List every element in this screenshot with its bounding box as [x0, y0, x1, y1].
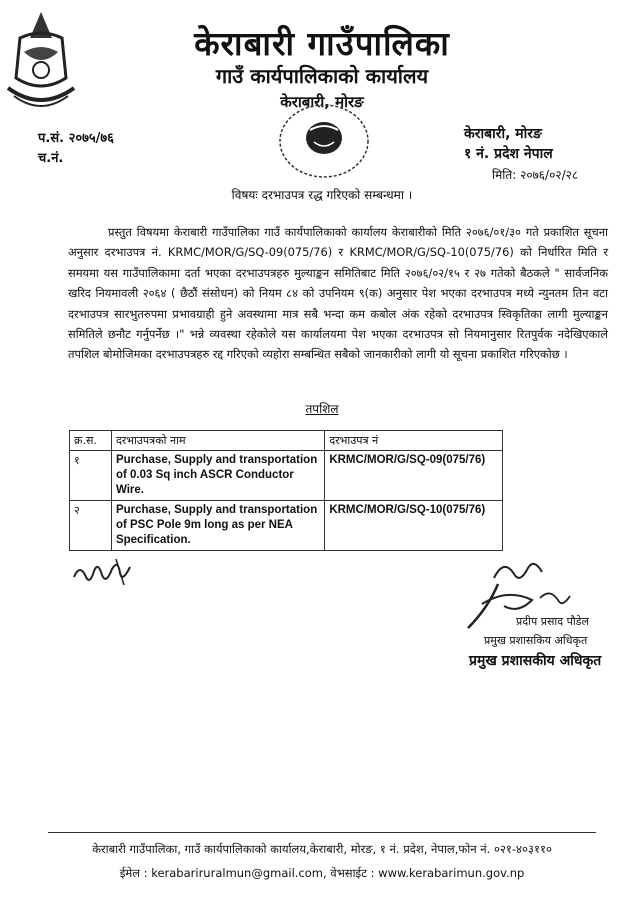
table-row	[70, 451, 503, 501]
letter-date: मिति: २०७६/०२/२८	[492, 168, 579, 182]
address-line-1: केराबारी, मोरङ	[464, 126, 542, 142]
serial-cell: १	[70, 451, 112, 501]
header-serial: क्र.स.	[70, 431, 112, 451]
handwritten-signature	[458, 548, 578, 644]
bid-name-cell: Purchase, Supply and transportation of PSC Pole 9m long as per NEA Specification.	[111, 501, 324, 551]
footer-email-website: ईमेल : kerabariruralmun@gmail.com, वेभसाईट : www.kerabarimun.gov.np	[119, 866, 525, 880]
signatory-title-stamp: प्रमुख प्रशासकीय अधिकृत	[469, 653, 602, 669]
header-bid-name: दरभाउपत्रको नाम	[111, 431, 324, 451]
bid-number-cell: KRMC/MOR/G/SQ-10(075/76)	[325, 501, 503, 551]
dispatch-number: च.नं.	[38, 151, 64, 166]
handwritten-initials	[72, 555, 134, 591]
body-paragraph	[68, 222, 608, 365]
office-location: केराबारी, मोरङ	[280, 93, 364, 111]
address-line-2: १ नं. प्रदेश नेपाल	[464, 146, 553, 162]
table-row	[70, 501, 503, 551]
municipality-title: केराबारी गाउँपालिका	[194, 24, 450, 63]
office-seal-stamp	[274, 100, 374, 182]
bid-name-cell: Purchase, Supply and transportation of 0.03 Sq inch ASCR Conductor Wire.	[111, 451, 324, 501]
reference-number: प.सं. २०७५/७६	[38, 131, 114, 146]
serial-cell: २	[70, 501, 112, 551]
table-header-row	[70, 431, 503, 451]
bid-details-table	[69, 430, 503, 551]
signatory-name: प्रदीप प्रसाद पौडेल	[516, 615, 590, 628]
office-name: गाउँ कार्यपालिकाको कार्यालय	[215, 64, 429, 88]
body-text: प्रस्तुत विषयमा केराबारी गाउँपालिका गाउँ कार्यपालिकाको कार्यालय केराबारीको मिति २०७६/०१/३० गते प्रकाशित सूचना अनुसार दरभाउपत्र नं. KRMC/MOR/G/SQ-09(075/76) र KRMC/MOR/G/SQ-10(075/76) को निर्धारित मिति र समयमा यस गाउँपालिकामा दर्ता भएका दरभाउपत्रहरु मुल्याङ्कन समितिबाट मिति २०७६/०२/१५ र २७ गतेको बैठकले " सार्वजनिक खरिद नियमावली २०६४ ( छैठौं संसोधन) को नियम ८४ को उपनियम ९(क) अनुसार पेश भएका दरभाउपत्र मध्ये न्युनतम तिन वटा दरभाउपत्र सारभुतरुपमा प्रभावग्राही हुने अवस्थामा मात्र सबै भन्दा कम कबोल अंक रहेको दरभाउपत्र स्विकृतिका लागी मुल्याङ्कन समितिले छनौट गर्नुपर्नेछ ।" भन्ने व्यवस्था रहेकोले यस कार्यालयमा पेश भएका दरभाउपत्र सो नियमानुसार रितपुर्वक नदेखिएकाले तपशिल बोमोजिमका दरभाउपत्रहरु रद्द गरिएको व्यहोरा सम्बन्धित सबैको जानकारीको लागी यो सूचना प्रकाशित गरिएकोछ ।	[68, 225, 608, 362]
header-bid-number: दरभाउपत्र नं	[325, 431, 503, 451]
footer-contact: केराबारी गाउँपालिका, गाउँ कार्यपालिकाको कार्यालय,केराबारी, मोरङ, १ नं. प्रदेश, नेपाल,फोन नं. ०२१-४०३११०	[92, 842, 552, 856]
bid-number-cell: KRMC/MOR/G/SQ-09(075/76)	[325, 451, 503, 501]
subject-line: विषयः दरभाउपत्र रद्ध गरिएको सम्बन्धमा ।	[231, 188, 413, 202]
details-heading: तपशिल	[305, 402, 339, 416]
signatory-title: प्रमुख प्रशासकिय अधिकृत	[484, 634, 588, 647]
footer-divider	[48, 832, 596, 833]
